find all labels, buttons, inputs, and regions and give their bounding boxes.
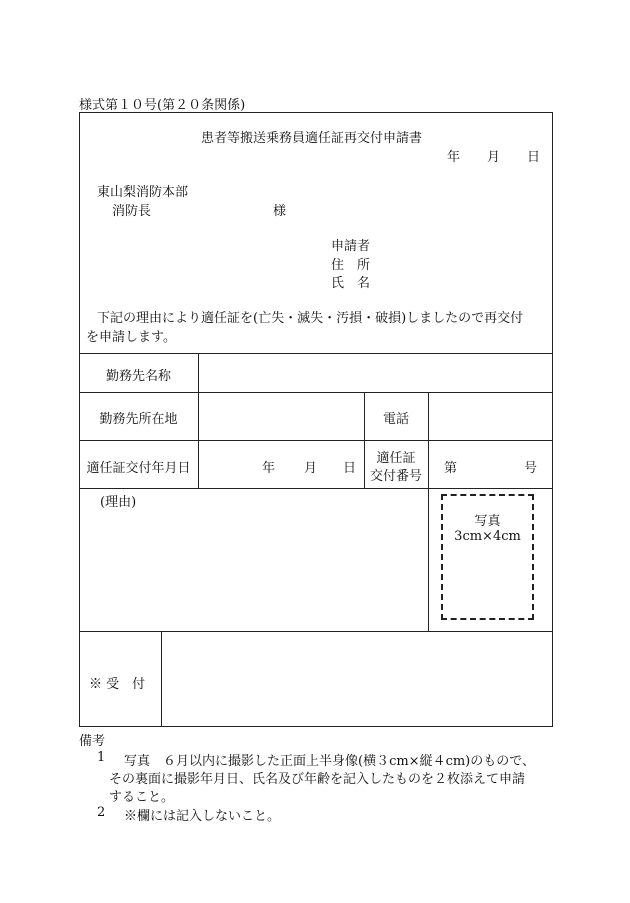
note-1-number: 1 (97, 750, 106, 765)
date-month-label: 月 (487, 150, 501, 165)
addressee-org: 東山梨消防本部 (97, 185, 189, 200)
issue-year-label: 年 (262, 461, 276, 476)
divider-line (161, 631, 162, 727)
date-day-label: 日 (527, 150, 541, 165)
issue-month-label: 月 (304, 461, 318, 476)
applicant-name-label: 氏 名 (331, 276, 371, 291)
divider-line (79, 440, 553, 441)
divider-line (79, 353, 553, 354)
workplace-address-label: 勤務先所在地 (99, 412, 178, 427)
addressee-honorific: 様 (273, 204, 287, 219)
applicant-label: 申請者 (331, 239, 371, 254)
cert-number-suffix: 号 (524, 461, 538, 476)
date-year-label: 年 (447, 150, 461, 165)
divider-line (79, 392, 553, 393)
statement-line-1: 下記の理由により適任証を(亡失・滅失・汚損・破損)しましたので再交付 (97, 311, 524, 326)
divider-line (198, 353, 199, 488)
cert-number-prefix: 第 (444, 461, 458, 476)
statement-line-2: を申請します。 (86, 330, 176, 345)
divider-line (79, 488, 553, 489)
applicant-address-label: 住 所 (331, 258, 371, 273)
form-title: 患者等搬送乗務員適任証再交付申請書 (201, 131, 423, 146)
divider-line (428, 488, 429, 631)
reception-label: ※ 受 付 (89, 677, 146, 692)
issue-day-label: 日 (343, 461, 357, 476)
reason-label: (理由) (100, 495, 137, 510)
divider-line (79, 631, 553, 632)
note-1-line-1: 写真 ６月以内に撮影した正面上半身像(横３cm×縦４cm)のもので、 (124, 754, 535, 769)
photo-size: 3cm×4cm (454, 529, 521, 544)
note-1-line-2: その裏面に撮影年月日、氏名及び年齢を記入したものを２枚添えて申請 (109, 772, 526, 787)
cert-number-label-line1: 適任証 (376, 451, 416, 466)
addressee-chief: 消防長 (112, 204, 152, 219)
note-2-number: 2 (97, 805, 106, 820)
workplace-name-label: 勤務先名称 (105, 369, 171, 384)
photo-title: 写真 (474, 514, 501, 529)
note-1-line-3: すること。 (109, 790, 175, 805)
divider-line (428, 392, 429, 488)
notes-heading: 備考 (79, 734, 106, 749)
note-2-line-1: ※欄には記入しないこと。 (124, 809, 281, 824)
cert-number-label-line2: 交付番号 (369, 469, 422, 484)
issue-date-label: 適任証交付年月日 (86, 461, 191, 476)
form-number: 様式第１０号(第２０条関係) (79, 98, 246, 113)
phone-label: 電話 (382, 412, 409, 427)
